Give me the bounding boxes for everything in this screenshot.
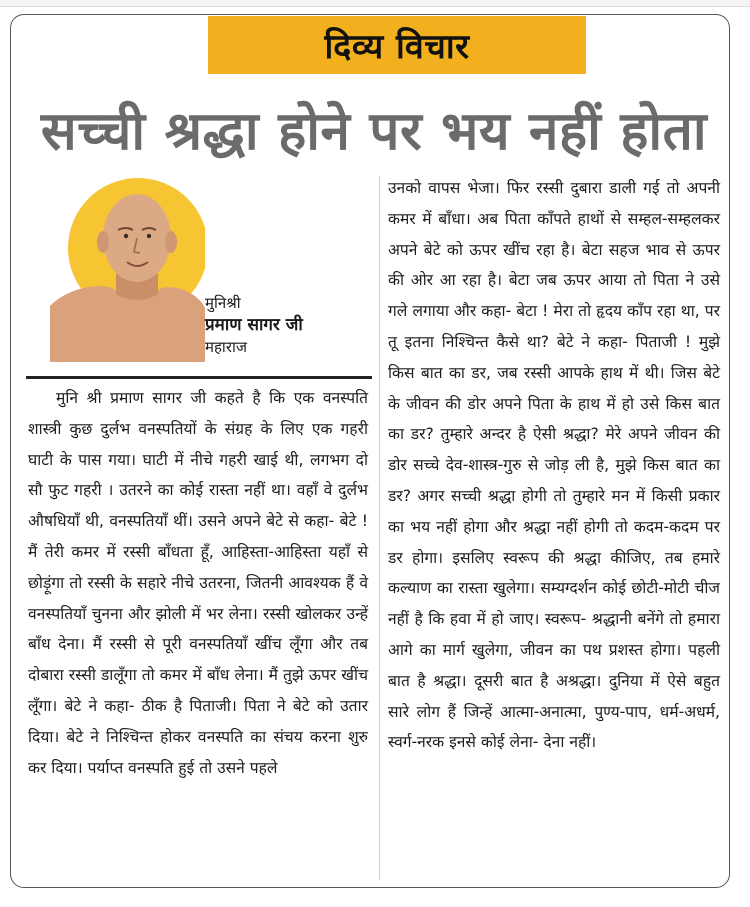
byline-rule — [26, 376, 372, 379]
author-portrait — [50, 176, 205, 362]
byline-prefix: मुनिश्री — [205, 294, 241, 312]
column-divider — [379, 176, 380, 880]
portrait-eye-left — [124, 234, 128, 238]
byline-suffix: महाराज — [205, 338, 247, 356]
portrait-eye-right — [147, 234, 151, 238]
author-byline — [205, 292, 375, 358]
section-label: दिव्य विचार — [208, 16, 586, 74]
page-top-strip — [0, 0, 750, 7]
byline-name: प्रमाण सागर जी — [205, 315, 303, 335]
article-column-left: मुनि श्री प्रमाण सागर जी कहते है कि एक वनस्पति शास्त्री कुछ दुर्लभ वनस्पतियों के संग्रह के लिए एक गहरी घाटी के पास गया। घाटी में नीचे गहरी खाई थी, लगभग दो सौ फुट गहरी । उतरने का कोई रास्ता नहीं था। वहाँ वे दुर्लभ औषधियाँ थी, वनस्पतियाँ थीं। उसने अपने बेटे से कहा- बेटे ! मैं तेरी कमर में रस्सी बाँधता हूँ, आहिस्ता-आहिस्ता यहाँ से छोड़ूंगा तो रस्सी के सहारे नीचे उतरना, जितनी आवश्यक हैं वे वनस्पतियाँ चुनना और झोली में भर लेना। रस्सी खोलकर उन्हें बाँध देना। मैं रस्सी से पूरी वनस्पतियाँ खींच लूँगा और तब दोबारा रस्सी डालूँगा तो कमर में बाँध लेना। मैं तुझे ऊपर खींच लूँगा। बेटे ने कहा- ठीक है पिताजी। पिता ने बेटे को उतार दिया। बेटे ने निश्चिन्त होकर वनस्पति का संचय करना शुरु कर दिया। पर्याप्त वनस्पति हुई तो उसने पहले — [28, 389, 368, 777]
portrait-ear-left — [97, 231, 109, 253]
article-column-right: उनको वापस भेजा। फिर रस्सी दुबारा डाली गई तो अपनी कमर में बाँधा। अब पिता काँपते हाथों से सम्हल-सम्हलकर अपने बेटे को ऊपर खींच रहा है। बेटा सहज भाव से ऊपर की ओर आ रहा है। बेटा जब ऊपर आया तो पिता ने उसे गले लगाया और कहा- बेटा ! मेरा तो हृदय काँप रहा था, पर तू इतना निश्चिन्त कैसे था? बेटे ने कहा- पिताजी ! मुझे किस बात का डर, जब रस्सी आपके हाथ में थी। जिस बेटे के जीवन की डोर अपने पिता के हाथ में हो उसे किस बात का डर? तुम्हारे अन्दर है ऐसी श्रद्धा? मेरे अपने जीवन की डोर सच्चे देव-शास्त्र-गुरु से जोड़ ली है, मुझे किस बात का डर? अगर सच्ची श्रद्धा होगी तो तुम्हारे मन में किसी प्रकार का भय नहीं होगा और श्रद्धा नहीं होगी तो कदम-कदम पर डर होगा। इसलिए स्वरूप की श्रद्धा कीजिए, तब हमारे कल्याण का रास्ता खुलेगा। सम्यग्दर्शन कोई छोटी-मोटी चीज नहीं है कि हवा में हो जाए। स्वरूप- श्रद्धानी बनेंगे तो हमारा आगे का मार्ग खुलेगा, जीवन का पथ प्रशस्त होगा। पहली बात है श्रद्धा। दूसरी बात है अश्रद्धा। दुनिया में ऐसे बहुत सारे लोग हैं जिन्हें आत्मा-अनात्मा, पुण्य-पाप, धर्म-अधर्म, स्वर्ग-नरक इनसे कोई लेना- देना नहीं। — [388, 179, 720, 752]
headline: सच्ची श्रद्धा होने पर भय नहीं होता — [40, 100, 708, 162]
portrait-ear-right — [165, 231, 177, 253]
